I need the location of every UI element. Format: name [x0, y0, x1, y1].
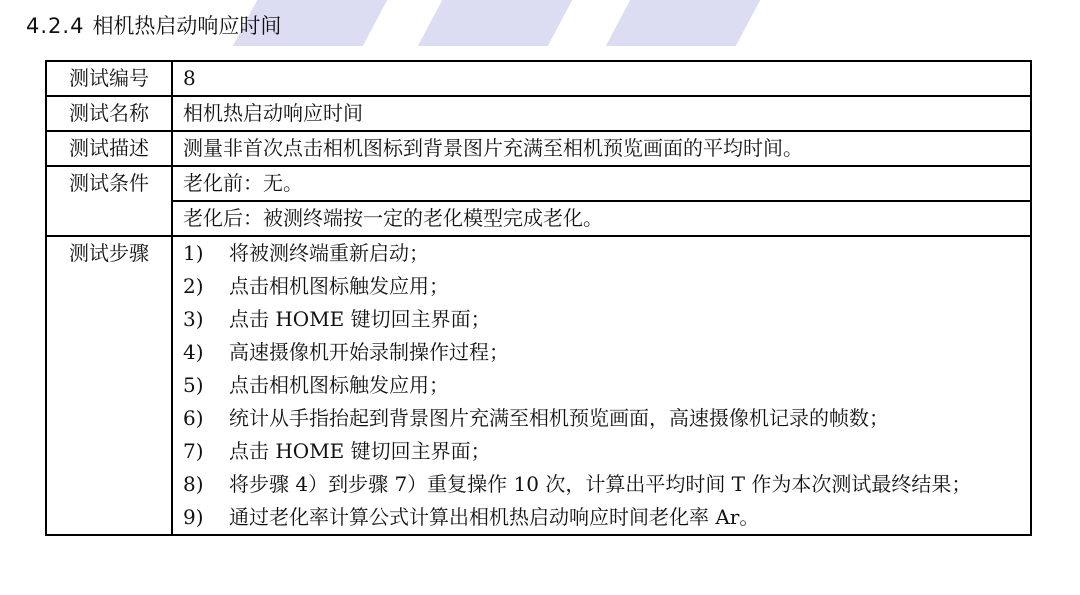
watermark-bar — [418, 0, 572, 46]
step-number: 6) — [183, 406, 204, 430]
list-item — [183, 270, 1020, 303]
table-row — [46, 201, 1031, 236]
step-text: 点击 HOME 键切回主界面； — [229, 307, 491, 331]
list-item — [183, 468, 1020, 501]
row-label: 测试步骤 — [46, 236, 172, 535]
row-label: 测试条件 — [46, 166, 172, 236]
list-item — [183, 435, 1020, 468]
row-label: 测试描述 — [46, 131, 172, 166]
row-label: 测试编号 — [46, 61, 172, 96]
section-heading — [26, 10, 281, 40]
step-number: 1) — [183, 241, 204, 265]
step-number: 4) — [183, 340, 204, 364]
step-text: 将步骤 4）到步骤 7）重复操作 10 次，计算出平均时间 T 作为本次测试最终结果； — [229, 472, 972, 496]
step-text: 点击相机图标触发应用； — [229, 373, 449, 397]
table-row — [46, 166, 1031, 201]
steps-cell — [172, 236, 1031, 535]
step-text: 点击相机图标触发应用； — [229, 274, 449, 298]
step-text: 将被测终端重新启动； — [229, 241, 429, 265]
list-item — [183, 369, 1020, 402]
list-item — [183, 501, 1020, 534]
watermark-bar — [606, 0, 760, 46]
step-number: 5) — [183, 373, 204, 397]
step-text: 统计从手指抬起到背景图片充满至相机预览画面，高速摄像机记录的帧数； — [229, 406, 889, 430]
list-item — [183, 237, 1020, 270]
row-value: 老化后：被测终端按一定的老化模型完成老化。 — [172, 201, 1031, 236]
list-item — [183, 336, 1020, 369]
test-spec-table — [45, 60, 1032, 536]
table-row — [46, 131, 1031, 166]
list-item — [183, 303, 1020, 336]
row-value: 测量非首次点击相机图标到背景图片充满至相机预览画面的平均时间。 — [172, 131, 1031, 166]
step-number: 9) — [183, 505, 204, 529]
list-item — [183, 402, 1020, 435]
step-number: 8) — [183, 472, 204, 496]
step-number: 3) — [183, 307, 204, 331]
step-number: 2) — [183, 274, 204, 298]
row-value: 老化前：无。 — [172, 166, 1031, 201]
row-label: 测试名称 — [46, 96, 172, 131]
table-row — [46, 96, 1031, 131]
table-row — [46, 236, 1031, 535]
step-text: 点击 HOME 键切回主界面； — [229, 439, 491, 463]
table-row — [46, 61, 1031, 96]
section-title: 相机热启动响应时间 — [92, 14, 282, 38]
step-number: 7) — [183, 439, 204, 463]
step-text: 高速摄像机开始录制操作过程； — [229, 340, 509, 364]
section-number: 4.2.4 — [26, 14, 85, 38]
row-value: 8 — [172, 61, 1031, 96]
row-value: 相机热启动响应时间 — [172, 96, 1031, 131]
step-text: 通过老化率计算公式计算出相机热启动响应时间老化率 Ar。 — [229, 505, 760, 529]
